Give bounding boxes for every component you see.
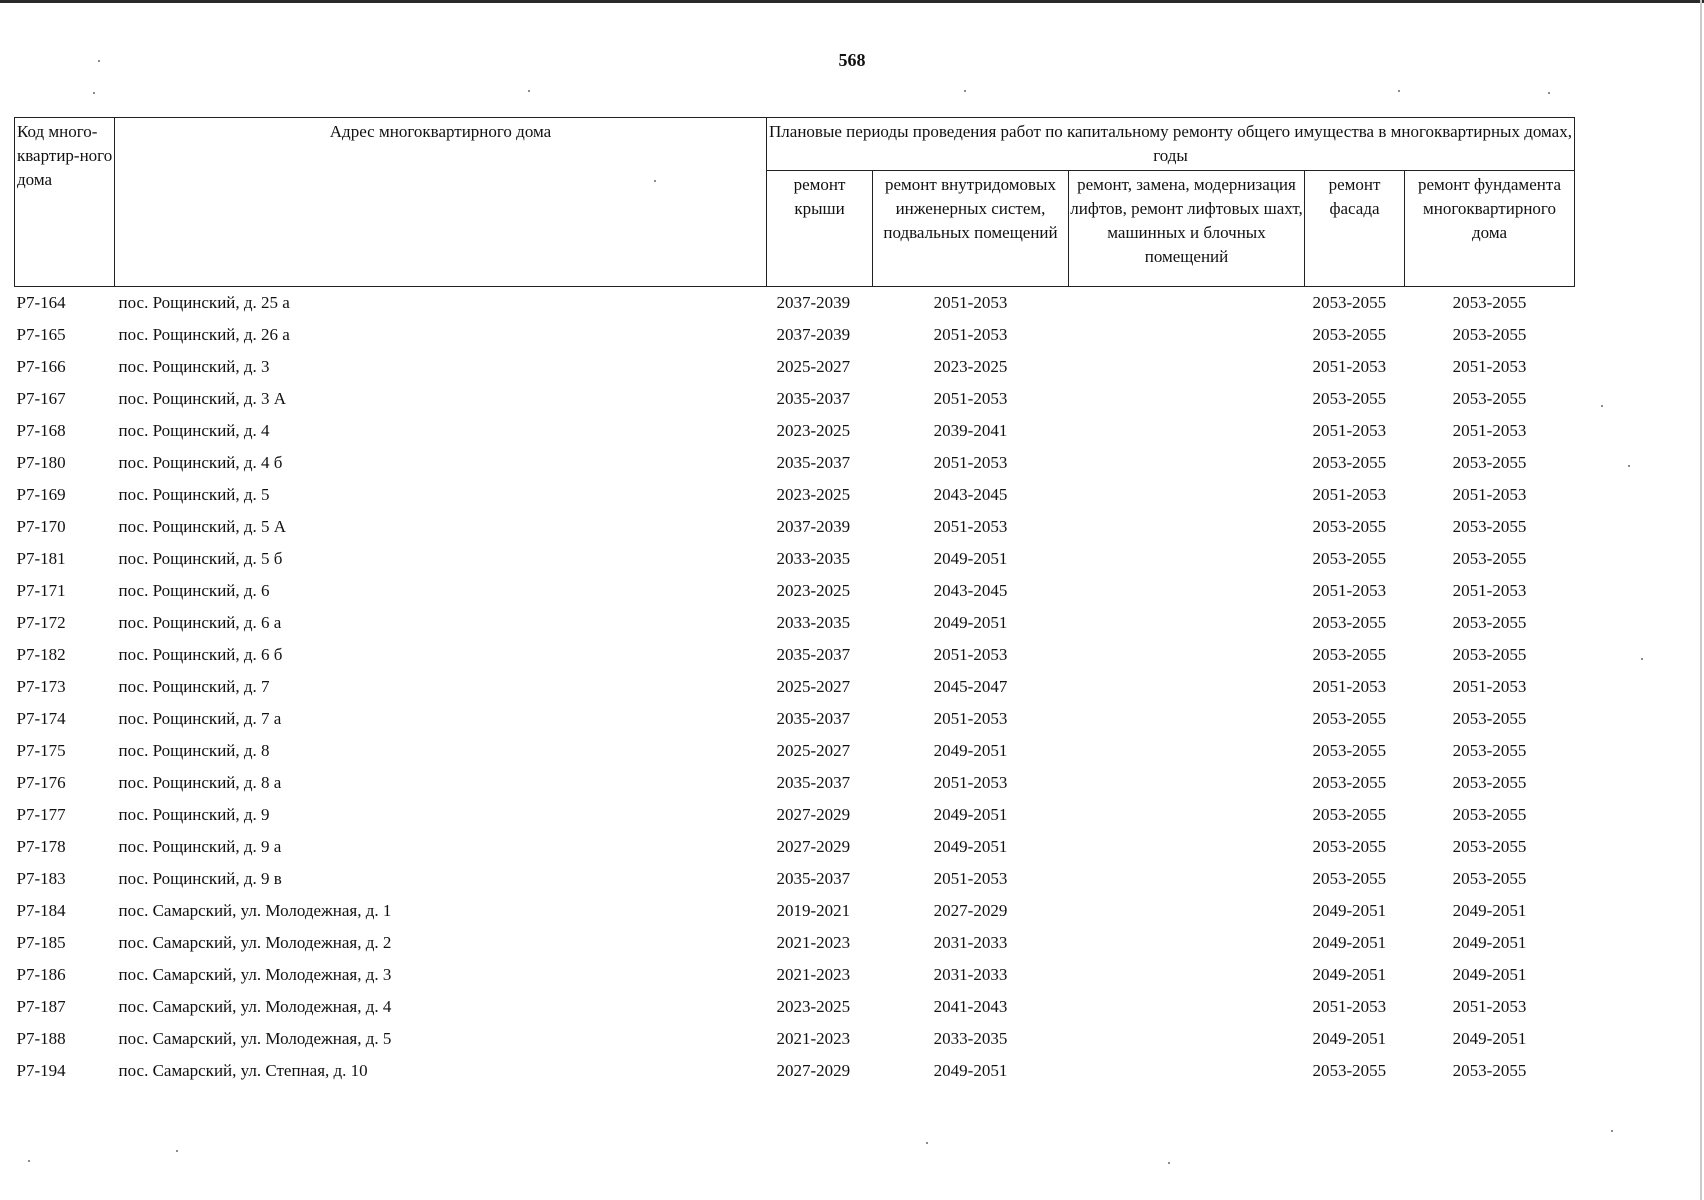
table-row <box>15 415 1575 447</box>
cell-facade: 2053-2055 <box>1312 517 1387 536</box>
cell-elevators <box>1069 607 1305 639</box>
table-row <box>15 639 1575 671</box>
cell-facade: 2053-2055 <box>1312 613 1387 632</box>
cell-facade: 2053-2055 <box>1312 293 1387 312</box>
cell-elevators <box>1069 543 1305 575</box>
cell-engineering: 2051-2053 <box>933 869 1008 888</box>
cell-roof: 2023-2025 <box>776 421 851 440</box>
cell-code: Р7-176 <box>16 773 66 792</box>
cell-address: пос. Самарский, ул. Степная, д. 10 <box>118 1061 368 1080</box>
cell-engineering: 2051-2053 <box>933 325 1008 344</box>
scan-speck <box>1628 465 1630 467</box>
cell-engineering: 2049-2051 <box>933 613 1008 632</box>
cell-code: Р7-173 <box>16 677 66 696</box>
cell-elevators <box>1069 735 1305 767</box>
cell-engineering: 2051-2053 <box>933 293 1008 312</box>
table-row <box>15 351 1575 383</box>
cell-roof: 2035-2037 <box>776 869 851 888</box>
cell-roof: 2033-2035 <box>776 613 851 632</box>
cell-elevators <box>1069 991 1305 1023</box>
cell-engineering: 2031-2033 <box>933 965 1008 984</box>
cell-code: Р7-177 <box>16 805 66 824</box>
cell-elevators <box>1069 351 1305 383</box>
capital-repair-table <box>14 117 1575 1087</box>
cell-roof: 2023-2025 <box>776 485 851 504</box>
cell-code: Р7-188 <box>16 1029 66 1048</box>
cell-elevators <box>1069 895 1305 927</box>
cell-code: Р7-174 <box>16 709 66 728</box>
cell-facade: 2053-2055 <box>1312 805 1387 824</box>
cell-address: пос. Рощинский, д. 8 а <box>118 773 282 792</box>
cell-roof: 2035-2037 <box>776 645 851 664</box>
table-row <box>15 383 1575 415</box>
cell-elevators <box>1069 511 1305 543</box>
scan-speck <box>926 1142 928 1144</box>
cell-code: Р7-194 <box>16 1061 66 1080</box>
cell-engineering: 2051-2053 <box>933 709 1008 728</box>
cell-engineering: 2023-2025 <box>933 357 1008 376</box>
header-address: Адрес многоквартирного дома <box>115 118 767 287</box>
cell-address: пос. Рощинский, д. 8 <box>118 741 270 760</box>
header-roof: ремонт крыши <box>767 171 873 287</box>
table-row <box>15 831 1575 863</box>
cell-roof: 2025-2027 <box>776 741 851 760</box>
cell-foundation: 2051-2053 <box>1452 677 1527 696</box>
cell-address: пос. Рощинский, д. 6 а <box>118 613 282 632</box>
cell-elevators <box>1069 959 1305 991</box>
cell-roof: 2021-2023 <box>776 965 851 984</box>
cell-roof: 2027-2029 <box>776 1061 851 1080</box>
header-facade: ремонт фасада <box>1305 171 1405 287</box>
cell-address: пос. Рощинский, д. 9 в <box>118 869 282 888</box>
cell-foundation: 2053-2055 <box>1452 645 1527 664</box>
cell-engineering: 2051-2053 <box>933 453 1008 472</box>
cell-foundation: 2053-2055 <box>1452 741 1527 760</box>
cell-engineering: 2051-2053 <box>933 389 1008 408</box>
cell-roof: 2037-2039 <box>776 517 851 536</box>
table-row <box>15 927 1575 959</box>
cell-foundation: 2053-2055 <box>1452 869 1527 888</box>
cell-address: пос. Рощинский, д. 6 <box>118 581 270 600</box>
cell-address: пос. Самарский, ул. Молодежная, д. 2 <box>118 933 392 952</box>
cell-foundation: 2053-2055 <box>1452 709 1527 728</box>
cell-foundation: 2053-2055 <box>1452 613 1527 632</box>
scan-edge-right <box>1700 0 1702 1200</box>
cell-foundation: 2051-2053 <box>1452 357 1527 376</box>
cell-elevators <box>1069 703 1305 735</box>
cell-code: Р7-187 <box>16 997 66 1016</box>
cell-address: пос. Рощинский, д. 4 б <box>118 453 283 472</box>
scan-speck <box>528 90 530 92</box>
cell-elevators <box>1069 799 1305 831</box>
cell-elevators <box>1069 767 1305 799</box>
cell-facade: 2053-2055 <box>1312 549 1387 568</box>
cell-code: Р7-180 <box>16 453 66 472</box>
table-row <box>15 607 1575 639</box>
cell-address: пос. Рощинский, д. 4 <box>118 421 270 440</box>
cell-roof: 2035-2037 <box>776 389 851 408</box>
table-row <box>15 511 1575 543</box>
cell-engineering: 2049-2051 <box>933 805 1008 824</box>
table-header <box>15 118 1575 287</box>
table-row <box>15 287 1575 320</box>
scan-speck <box>964 90 966 92</box>
cell-engineering: 2051-2053 <box>933 517 1008 536</box>
cell-facade: 2053-2055 <box>1312 453 1387 472</box>
cell-address: пос. Рощинский, д. 25 а <box>118 293 290 312</box>
cell-engineering: 2039-2041 <box>933 421 1008 440</box>
cell-facade: 2051-2053 <box>1312 997 1387 1016</box>
table-row <box>15 575 1575 607</box>
cell-foundation: 2049-2051 <box>1452 933 1527 952</box>
table-row <box>15 767 1575 799</box>
scan-speck <box>1548 92 1550 94</box>
cell-facade: 2051-2053 <box>1312 485 1387 504</box>
table-row <box>15 671 1575 703</box>
cell-address: пос. Самарский, ул. Молодежная, д. 3 <box>118 965 392 984</box>
cell-roof: 2023-2025 <box>776 997 851 1016</box>
cell-facade: 2051-2053 <box>1312 581 1387 600</box>
cell-engineering: 2051-2053 <box>933 645 1008 664</box>
scan-speck <box>28 1160 30 1162</box>
table-row <box>15 799 1575 831</box>
cell-foundation: 2053-2055 <box>1452 549 1527 568</box>
scan-speck <box>1611 1130 1613 1132</box>
cell-address: пос. Рощинский, д. 3 <box>118 357 270 376</box>
cell-elevators <box>1069 1023 1305 1055</box>
cell-foundation: 2053-2055 <box>1452 1061 1527 1080</box>
scan-speck <box>93 92 95 94</box>
cell-foundation: 2053-2055 <box>1452 389 1527 408</box>
cell-address: пос. Рощинский, д. 26 а <box>118 325 290 344</box>
cell-foundation: 2053-2055 <box>1452 805 1527 824</box>
table-row <box>15 735 1575 767</box>
scan-edge-top <box>0 0 1704 3</box>
cell-foundation: 2053-2055 <box>1452 325 1527 344</box>
cell-facade: 2049-2051 <box>1312 1029 1387 1048</box>
cell-facade: 2053-2055 <box>1312 773 1387 792</box>
cell-address: пос. Рощинский, д. 9 <box>118 805 270 824</box>
cell-code: Р7-181 <box>16 549 66 568</box>
scan-speck <box>176 1150 178 1152</box>
cell-elevators <box>1069 863 1305 895</box>
cell-elevators <box>1069 415 1305 447</box>
cell-facade: 2049-2051 <box>1312 933 1387 952</box>
cell-facade: 2053-2055 <box>1312 389 1387 408</box>
cell-roof: 2033-2035 <box>776 549 851 568</box>
cell-facade: 2053-2055 <box>1312 869 1387 888</box>
cell-code: Р7-170 <box>16 517 66 536</box>
cell-elevators <box>1069 287 1305 320</box>
cell-elevators <box>1069 1055 1305 1087</box>
cell-elevators <box>1069 927 1305 959</box>
cell-roof: 2019-2021 <box>776 901 851 920</box>
cell-address: пос. Рощинский, д. 5 А <box>118 517 287 536</box>
cell-facade: 2053-2055 <box>1312 709 1387 728</box>
cell-elevators <box>1069 383 1305 415</box>
cell-foundation: 2049-2051 <box>1452 901 1527 920</box>
table-body <box>15 287 1575 1088</box>
cell-code: Р7-178 <box>16 837 66 856</box>
cell-engineering: 2049-2051 <box>933 549 1008 568</box>
cell-code: Р7-165 <box>16 325 66 344</box>
scan-speck <box>1601 405 1603 407</box>
cell-engineering: 2045-2047 <box>933 677 1008 696</box>
cell-code: Р7-166 <box>16 357 66 376</box>
cell-code: Р7-184 <box>16 901 66 920</box>
header-engineering: ремонт внутридомовых инженерных систем, подвальных помещений <box>873 171 1069 287</box>
cell-foundation: 2053-2055 <box>1452 837 1527 856</box>
scan-speck <box>1168 1162 1170 1164</box>
scan-speck <box>1641 658 1643 660</box>
cell-engineering: 2031-2033 <box>933 933 1008 952</box>
cell-code: Р7-172 <box>16 613 66 632</box>
cell-engineering: 2043-2045 <box>933 581 1008 600</box>
cell-roof: 2035-2037 <box>776 453 851 472</box>
cell-elevators <box>1069 575 1305 607</box>
cell-engineering: 2051-2053 <box>933 773 1008 792</box>
cell-engineering: 2041-2043 <box>933 997 1008 1016</box>
table-row <box>15 319 1575 351</box>
header-code: Код много-квартир-ного дома <box>15 118 115 287</box>
cell-elevators <box>1069 831 1305 863</box>
cell-address: пос. Рощинский, д. 3 А <box>118 389 287 408</box>
cell-address: пос. Самарский, ул. Молодежная, д. 1 <box>118 901 392 920</box>
cell-code: Р7-164 <box>16 293 66 312</box>
cell-code: Р7-169 <box>16 485 66 504</box>
cell-code: Р7-168 <box>16 421 66 440</box>
cell-address: пос. Рощинский, д. 6 б <box>118 645 283 664</box>
table-row <box>15 959 1575 991</box>
cell-roof: 2025-2027 <box>776 677 851 696</box>
cell-engineering: 2049-2051 <box>933 741 1008 760</box>
cell-engineering: 2043-2045 <box>933 485 1008 504</box>
table-row <box>15 895 1575 927</box>
cell-roof: 2027-2029 <box>776 837 851 856</box>
cell-elevators <box>1069 447 1305 479</box>
cell-engineering: 2049-2051 <box>933 837 1008 856</box>
cell-address: пос. Рощинский, д. 9 а <box>118 837 282 856</box>
scan-speck <box>98 60 100 62</box>
cell-facade: 2049-2051 <box>1312 965 1387 984</box>
cell-address: пос. Рощинский, д. 5 б <box>118 549 283 568</box>
cell-code: Р7-183 <box>16 869 66 888</box>
cell-engineering: 2033-2035 <box>933 1029 1008 1048</box>
cell-roof: 2035-2037 <box>776 709 851 728</box>
table-row <box>15 543 1575 575</box>
cell-roof: 2037-2039 <box>776 325 851 344</box>
header-elevators: ремонт, замена, модернизация лифтов, ремонт лифтовых шахт, машинных и блочных помещений <box>1069 171 1305 287</box>
cell-foundation: 2053-2055 <box>1452 517 1527 536</box>
cell-code: Р7-182 <box>16 645 66 664</box>
cell-facade: 2053-2055 <box>1312 1061 1387 1080</box>
cell-elevators <box>1069 319 1305 351</box>
cell-address: пос. Рощинский, д. 5 <box>118 485 270 504</box>
cell-foundation: 2051-2053 <box>1452 581 1527 600</box>
cell-facade: 2053-2055 <box>1312 645 1387 664</box>
cell-elevators <box>1069 639 1305 671</box>
cell-roof: 2037-2039 <box>776 293 851 312</box>
cell-facade: 2051-2053 <box>1312 677 1387 696</box>
table-row <box>15 703 1575 735</box>
cell-foundation: 2051-2053 <box>1452 421 1527 440</box>
cell-foundation: 2049-2051 <box>1452 965 1527 984</box>
cell-elevators <box>1069 479 1305 511</box>
scan-speck <box>1398 90 1400 92</box>
cell-code: Р7-167 <box>16 389 66 408</box>
cell-roof: 2027-2029 <box>776 805 851 824</box>
cell-foundation: 2053-2055 <box>1452 453 1527 472</box>
table-row <box>15 479 1575 511</box>
cell-address: пос. Самарский, ул. Молодежная, д. 4 <box>118 997 392 1016</box>
cell-code: Р7-186 <box>16 965 66 984</box>
cell-engineering: 2049-2051 <box>933 1061 1008 1080</box>
cell-roof: 2025-2027 <box>776 357 851 376</box>
cell-facade: 2051-2053 <box>1312 357 1387 376</box>
page-number: 568 <box>838 50 866 70</box>
cell-facade: 2053-2055 <box>1312 325 1387 344</box>
cell-roof: 2021-2023 <box>776 1029 851 1048</box>
cell-code: Р7-185 <box>16 933 66 952</box>
cell-roof: 2021-2023 <box>776 933 851 952</box>
cell-engineering: 2027-2029 <box>933 901 1008 920</box>
cell-elevators <box>1069 671 1305 703</box>
header-periods-group: Плановые периоды проведения работ по капитальному ремонту общего имущества в многоквартирных домах, годы <box>767 118 1575 171</box>
cell-facade: 2053-2055 <box>1312 741 1387 760</box>
cell-facade: 2053-2055 <box>1312 837 1387 856</box>
cell-address: пос. Рощинский, д. 7 а <box>118 709 282 728</box>
cell-foundation: 2053-2055 <box>1452 773 1527 792</box>
cell-code: Р7-171 <box>16 581 66 600</box>
table-row <box>15 991 1575 1023</box>
cell-roof: 2023-2025 <box>776 581 851 600</box>
cell-code: Р7-175 <box>16 741 66 760</box>
cell-facade: 2049-2051 <box>1312 901 1387 920</box>
table-row <box>15 447 1575 479</box>
cell-facade: 2051-2053 <box>1312 421 1387 440</box>
table-row <box>15 863 1575 895</box>
cell-address: пос. Самарский, ул. Молодежная, д. 5 <box>118 1029 392 1048</box>
table-row <box>15 1023 1575 1055</box>
header-foundation: ремонт фундамента многоквартирного дома <box>1405 171 1575 287</box>
cell-foundation: 2051-2053 <box>1452 485 1527 504</box>
cell-foundation: 2049-2051 <box>1452 1029 1527 1048</box>
cell-foundation: 2053-2055 <box>1452 293 1527 312</box>
cell-foundation: 2051-2053 <box>1452 997 1527 1016</box>
cell-address: пос. Рощинский, д. 7 <box>118 677 270 696</box>
cell-roof: 2035-2037 <box>776 773 851 792</box>
table-row <box>15 1055 1575 1087</box>
